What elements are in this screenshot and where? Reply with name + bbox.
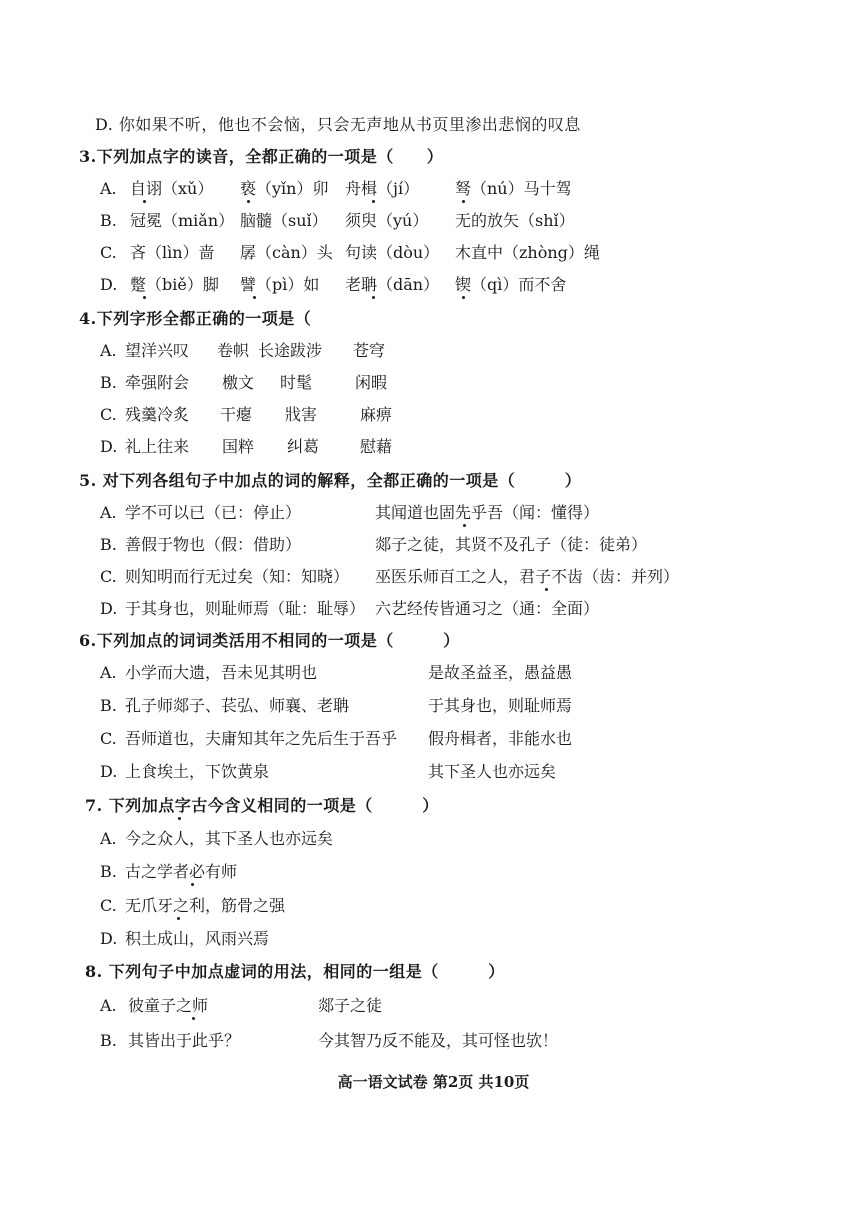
option-letter: D. xyxy=(100,437,118,456)
q7-stem: 7. 下列加点字古今含义相同的一项是（ ） xyxy=(85,796,439,815)
option-item: 残羹冷炙 xyxy=(125,405,190,424)
option-right: 是故圣益圣，愚益愚 xyxy=(428,663,573,682)
q3-stem: 3.下列加点字的读音，全都正确的一项是（ ） xyxy=(79,147,444,166)
emphasis-dot xyxy=(253,296,256,299)
emphasis-dot xyxy=(191,883,194,886)
option-item: 礼上往来 xyxy=(125,437,190,456)
option-item: 戕害 xyxy=(285,405,318,424)
option-left: 小学而大遗，吾未见其明也 xyxy=(125,663,318,682)
option-right: 其下圣人也亦远矣 xyxy=(428,762,557,781)
option-right: 今其智乃反不能及，其可怪也欤！ xyxy=(318,1031,559,1050)
option-item: 锲（qì）而不舍 xyxy=(455,275,567,294)
option-letter: C. xyxy=(100,567,117,586)
emphasis-dot xyxy=(143,296,146,299)
option-letter: C. xyxy=(100,729,117,748)
option-item: 木直中（zhòng）绳 xyxy=(455,243,600,262)
option-item: 干瘪 xyxy=(220,405,253,424)
option-text: 今之众人，其下圣人也亦远矣 xyxy=(125,829,334,848)
option-text: 积土成山，风雨兴焉 xyxy=(125,929,270,948)
option-item: 老聃（dān） xyxy=(345,275,440,294)
option-text: 无爪牙之利，筋骨之强 xyxy=(125,896,286,915)
emphasis-dot xyxy=(462,200,465,203)
q5-stem: 5. 对下列各组句子中加点的词的解释，全都正确的一项是（ ） xyxy=(79,471,582,490)
option-letter: A. xyxy=(100,663,117,682)
option-item: 望洋兴叹 xyxy=(125,341,190,360)
option-item: 驽（nú）马十驾 xyxy=(455,179,572,198)
option-letter: C. xyxy=(100,405,117,424)
option-item: 孱（càn）头 xyxy=(240,243,333,262)
option-item: 国粹 xyxy=(222,437,255,456)
option-letter: D. xyxy=(100,762,118,781)
emphasis-dot xyxy=(462,296,465,299)
q4-stem: 4.下列字形全都正确的一项是（ xyxy=(79,309,312,328)
option-letter: B. xyxy=(100,696,117,715)
option-letter: A. xyxy=(100,341,117,360)
option-right: 巫医乐师百工之人，君子不齿（齿：并列） xyxy=(375,567,680,586)
option-left: 上食埃土，下饮黄泉 xyxy=(125,762,270,781)
option-left: 吾师道也，夫庸知其年之先后生于吾乎 xyxy=(125,729,398,748)
emphasis-dot xyxy=(177,917,180,920)
option-text: 古之学者必有师 xyxy=(125,862,238,881)
q8-stem: 8. 下列句子中加点虚词的用法，相同的一组是（ ） xyxy=(85,962,505,981)
option-item: 檄文 xyxy=(222,373,255,392)
emphasis-dot xyxy=(545,588,548,591)
option-letter: A. xyxy=(100,503,117,522)
q6-stem: 6.下列加点的词词类活用不相同的一项是（ ） xyxy=(79,631,460,650)
option-letter: D. xyxy=(100,929,118,948)
option-item: 句读（dòu） xyxy=(345,243,440,262)
option-item: 卷帜 xyxy=(217,341,250,360)
option-item: 麻痹 xyxy=(360,405,393,424)
option-item: 脑髓（suǐ） xyxy=(240,211,328,230)
emphasis-dot xyxy=(247,200,250,203)
option-letter: C. xyxy=(100,243,117,262)
option-letter: B. xyxy=(100,535,117,554)
option-right: 于其身也，则耻师焉 xyxy=(428,696,573,715)
option-item: 慰藉 xyxy=(360,437,393,456)
option-left: 善假于物也（假：借助） xyxy=(125,535,302,554)
option-item: 冠冕（miǎn） xyxy=(130,211,235,230)
option-item: 自诩（xǔ） xyxy=(130,179,214,198)
option-item: 譬（pì）如 xyxy=(240,275,320,294)
option-left: 于其身也，则耻师焉（耻：耻辱） xyxy=(125,599,366,618)
option-left: 其皆出于此乎？ xyxy=(128,1031,241,1050)
option-letter: B. xyxy=(100,373,117,392)
option-item: 吝（lìn）啬 xyxy=(130,243,215,262)
option-item: 闲暇 xyxy=(355,373,388,392)
option-left: 则知明而行无过矣（知：知晓） xyxy=(125,567,350,586)
emphasis-dot xyxy=(143,200,146,203)
prev-option-d: D. 你如果不听，他也不会恼，只会无声地从书页里渗出悲悯的叹息 xyxy=(95,115,581,134)
emphasis-dot xyxy=(178,817,181,820)
emphasis-dot xyxy=(192,1017,195,1020)
option-item: 牵强附会 xyxy=(125,373,190,392)
option-item: 舟楫（jí） xyxy=(345,179,420,198)
option-left: 孔子师郯子、苌弘、师襄、老聃 xyxy=(125,696,350,715)
option-item: 须臾（yú） xyxy=(345,211,429,230)
option-right: 郯子之徒，其贤不及孔子（徒：徒弟） xyxy=(375,535,648,554)
option-letter: A. xyxy=(100,996,117,1015)
option-left: 彼童子之师 xyxy=(128,996,209,1015)
option-item: 纠葛 xyxy=(287,437,320,456)
option-letter: C. xyxy=(100,896,117,915)
option-item: 时髦 xyxy=(280,373,313,392)
option-item: 长途跋涉 xyxy=(258,341,323,360)
option-letter: B. xyxy=(100,1031,117,1050)
option-item: 蹩（biě）脚 xyxy=(130,275,219,294)
option-letter: D. xyxy=(100,599,118,618)
option-item: 无的放矢（shǐ） xyxy=(455,211,575,230)
option-letter: B. xyxy=(100,862,117,881)
option-letter: A. xyxy=(100,829,117,848)
emphasis-dot xyxy=(372,200,375,203)
option-item: 苍穹 xyxy=(353,341,386,360)
emphasis-dot xyxy=(372,296,375,299)
option-right: 六艺经传皆通习之（通：全面） xyxy=(375,599,600,618)
option-right: 其闻道也固先乎吾（闻：懂得） xyxy=(375,503,600,522)
option-letter: A. xyxy=(100,179,117,198)
option-right: 郯子之徒 xyxy=(318,996,383,1015)
option-left: 学不可以已（已：停止） xyxy=(125,503,302,522)
emphasis-dot xyxy=(463,524,466,527)
page-footer: 高一语文试卷 第2页 共10页 xyxy=(337,1073,530,1091)
option-letter: D. xyxy=(100,275,118,294)
option-item: 亵（yǐn）卯 xyxy=(240,179,329,198)
option-letter: B. xyxy=(100,211,117,230)
option-right: 假舟楫者，非能水也 xyxy=(428,729,573,748)
